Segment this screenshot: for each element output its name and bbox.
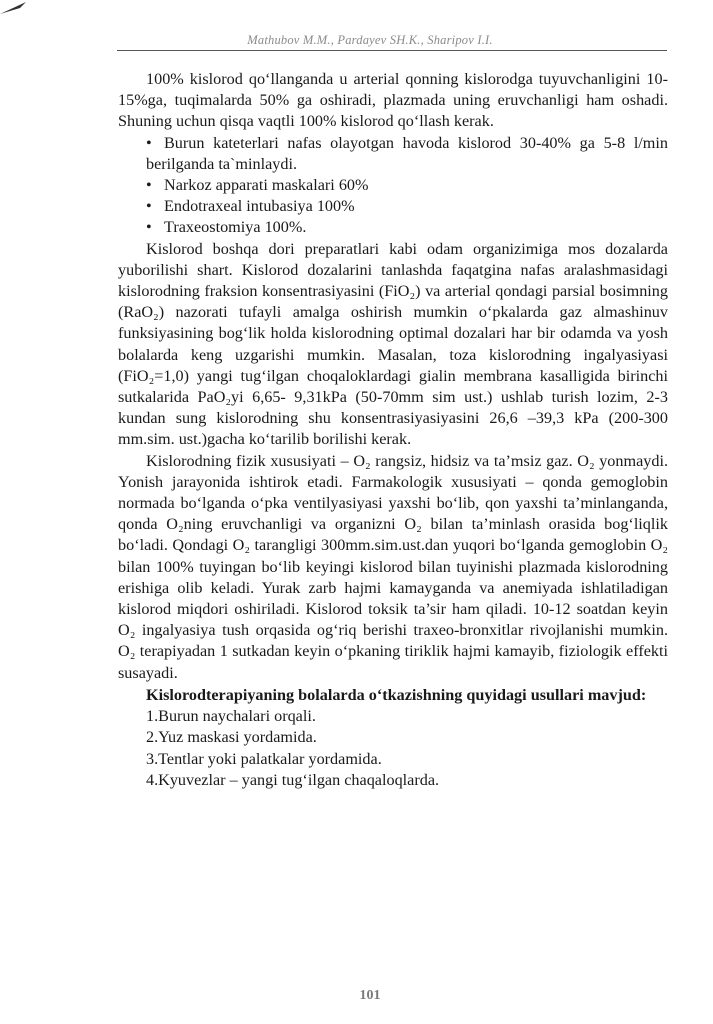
list-item-nasal-tubes: 1.Burun naychalari orqali.: [146, 707, 316, 726]
paragraph-oxygen-dosage: Kislorod boshqa dori preparatlari kabi odam organizimiga mos dozalarda yuborilishi shart. Kislorod dozalarini tanlashda faqatgina nafas aralashmasidagi kislorodning fraksion konsentrasiyasini (FiO₂) va arterial qondagi parsial bosimning (RaO₂) nazorati tufayli amalga oshirish mumkin o‘pkalarda gaz almashinuv funksiyasining bog‘lik holda kislorodning optimal dozalari har bir odamda va yosh bolalarda keng uzgarishi mumkin. Masalan, toza kislorodning ingalyasiyasi (FiO₂=1,0) yangi tug‘ilgan choqaloklardagi gialin membrana kasalligida birinchi sutkalarida PaO₂yi 6,65- 9,31kPa (50-70mm sim ust.) ushlab turish lozim, 2-3 kundan sung kislorodning shu konsentrasiyasiyasini 26,6 –39,3 kPa (200-300 mm.sim. ust.)gacha ko‘tarilib borilishi kerak.: [118, 239, 668, 449]
bullet-icon: •: [146, 197, 152, 216]
bullet-text: Burun kateterlari nafas olayotgan havoda kislorod 30-40% ga 5-8 l/min berilganda ta`minlaydi.: [146, 133, 668, 173]
bullet-icon: •: [146, 176, 152, 195]
bullet-item-nasal-catheter: [118, 133, 668, 175]
list-item-tents: 3.Tentlar yoki palatkalar yordamida.: [146, 749, 382, 768]
bullet-item-tracheostomy: [118, 217, 668, 238]
corner-scan-mark: [0, 0, 40, 20]
page-number: 101: [359, 988, 381, 1003]
list-item-face-mask: 2.Yuz maskasi yordamida.: [146, 728, 317, 747]
bullet-icon: •: [146, 218, 152, 237]
running-header: Mathubov M.M., Pardayev SH.K., Sharipov I.I.: [247, 33, 493, 47]
paragraph-oxygen-properties: Kislorodning fizik xususiyati – O₂ rangsiz, hidsiz va ta’msiz gaz. O₂ yonmaydi. Yonish jarayonida ishtirok etadi. Farmakologik xususiyati – qonda gemoglobin normada bo‘lganda o‘pka ventilyasiyasi yaxshi bo‘lib, qon yaxshi ta’minlanganda, qonda O₂ning eruvchanligi va organizni O₂ bilan ta’minlash orasida bog‘liqlik bo‘ladi. Qondagi O₂ tarangligi 300mm.sim.ust.dan yuqori bo‘lganda gemoglobin O₂ bilan 100% tuyingan bo‘lib keyingi kislorod bilan tuyinishi plazmada kislorodning erishiga olib keladi. Yurak zarb hajmi kamayganda va anemiyada ishlatiladigan kislorod miqdori oshiriladi. Kislorod toksik ta’sir ham qiladi. 10-12 soatdan keyin O₂ ingalyasiya tush orqasida og‘riq berishi traxeo-bronxitlar rivojlanishi mumkin. O₂ terapiyadan 1 sutkadan keyin o‘pkaning tiriklik hajmi kamayib, fiziologik effekti susayadi.: [118, 451, 668, 682]
bullet-text: Endotraxeal intubasiya 100%: [164, 197, 355, 216]
section-heading-methods: Kislorodterapiyaning bolalarda o‘tkazishning quyidagi usullari mavjud:: [146, 685, 647, 704]
paragraph-oxygen-effect: 100% kislorod qo‘llanganda u arterial qonning kislorodga tuyuvchanligini 10-15%ga, tuqimalarda 50% ga oshiradi, plazmada uning eruvchanligi ham oshadi. Shuning uchun qisqa vaqtli 100% kislorod qo‘llash kerak.: [118, 70, 668, 131]
bullet-text: Narkoz apparati maskalari 60%: [164, 176, 369, 195]
bullet-icon: •: [146, 133, 152, 152]
bullet-item-narcosis-mask: [118, 175, 668, 196]
list-item-incubators: 4.Kyuvezlar – yangi tug‘ilgan chaqaloqlarda.: [146, 770, 440, 789]
header-rule: [117, 50, 667, 51]
bullet-item-intubation: [118, 196, 668, 217]
bullet-text: Traxeostomiya 100%.: [164, 218, 307, 237]
page-body: [118, 69, 668, 791]
